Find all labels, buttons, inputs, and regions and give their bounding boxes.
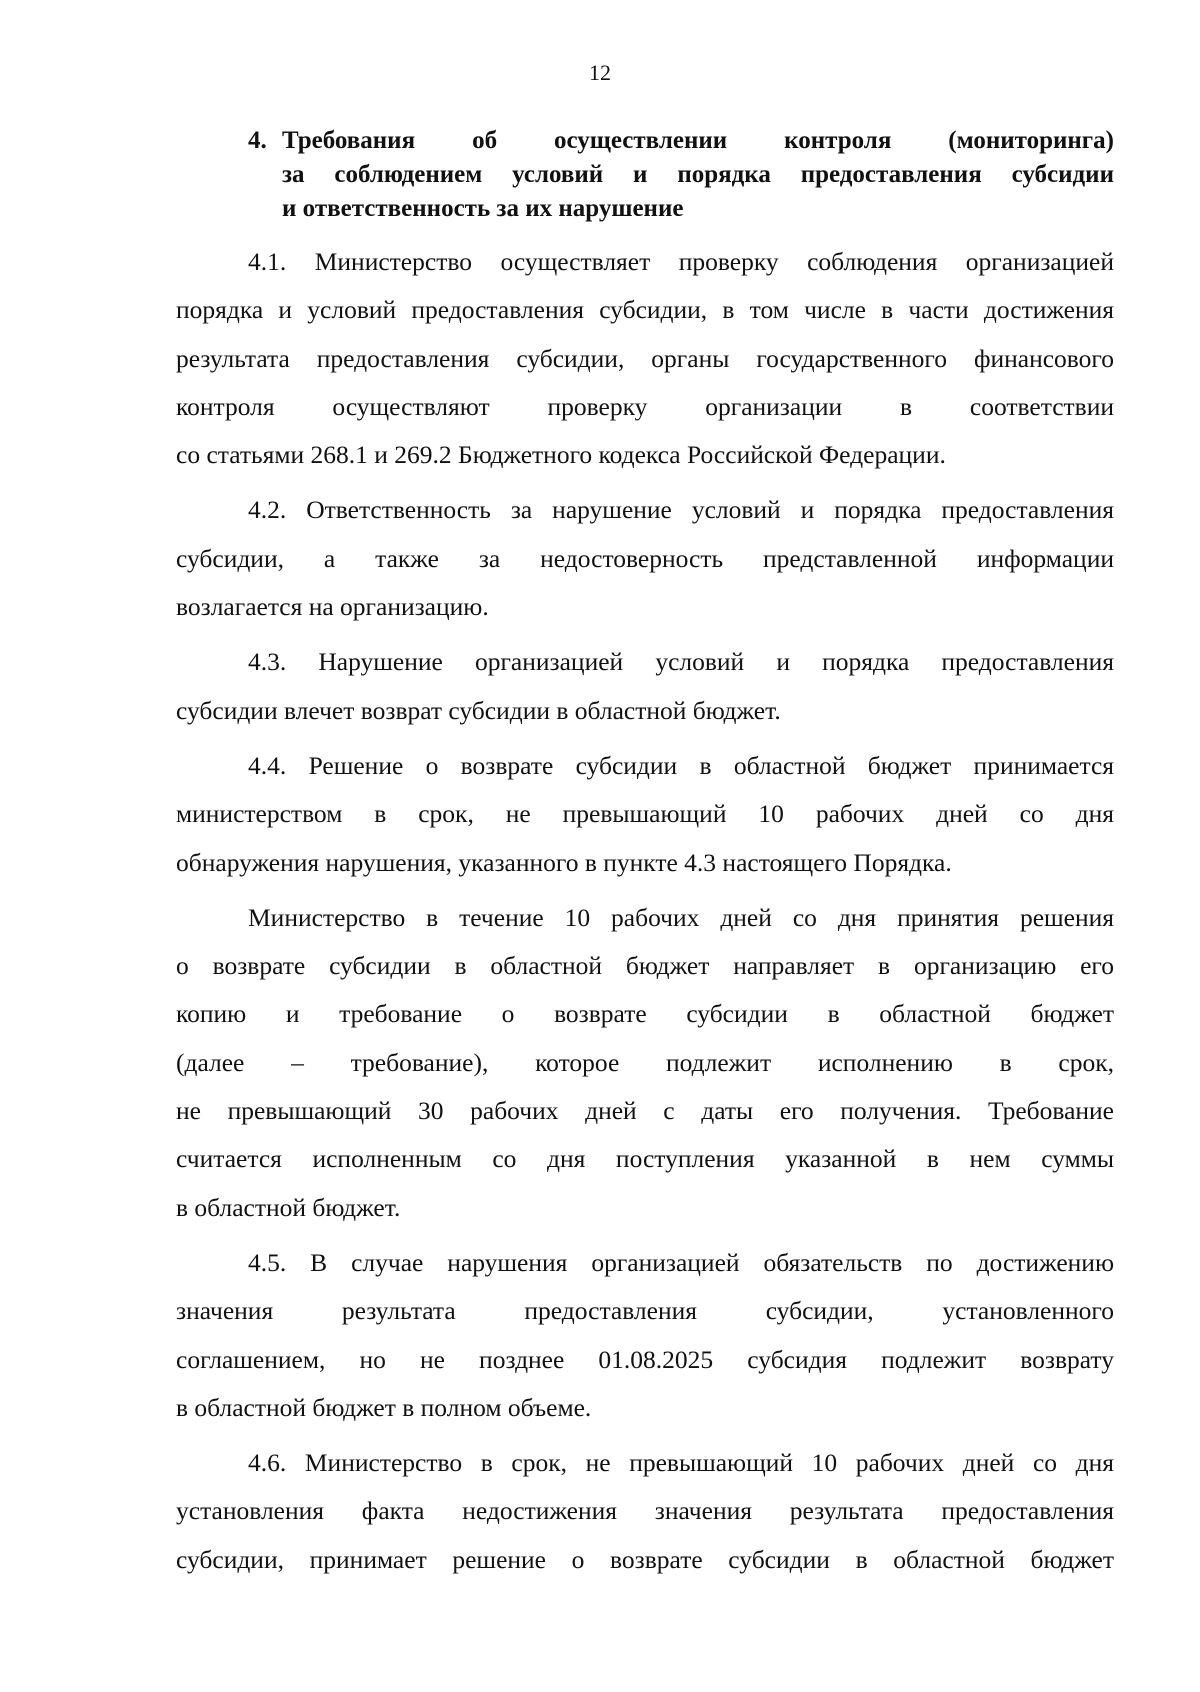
paragraph-line: 4.6. Министерство в срок, не превышающий 10 рабочих дней со дня (248, 1448, 1114, 1478)
paragraph-line: о возврате субсидии в областной бюджет направляет в организацию его (176, 951, 1114, 981)
section-title (282, 124, 1114, 226)
paragraph (176, 1445, 1114, 1590)
paragraph (176, 900, 1114, 1238)
paragraph-line: соглашением, но не позднее 01.08.2025 субсидия подлежит возврату (176, 1344, 1114, 1374)
paragraph-line: установления факта недостижения значения результата предоставления (176, 1496, 1114, 1526)
paragraph (176, 244, 1114, 485)
paragraph-line: 4.4. Решение о возврате субсидии в областной бюджет принимается (248, 750, 1114, 780)
section-title-line: и ответственность за их нарушение (282, 195, 684, 222)
paragraph-line: субсидии влечет возврат субсидии в областной бюджет. (176, 695, 781, 725)
paragraph-line: субсидии, а также за недостоверность представленной информации (176, 543, 1114, 573)
paragraph-line: обнаружения нарушения, указанного в пункте 4.3 настоящего Порядка. (176, 847, 952, 877)
paragraph-line: не превышающий 30 рабочих дней с даты его получения. Требование (176, 1096, 1114, 1126)
paragraph-line: считается исполненным со дня поступления указанной в нем суммы (176, 1144, 1114, 1174)
paragraph-line: значения результата предоставления субсидии, установленного (176, 1296, 1114, 1326)
paragraph-line: 4.2. Ответственность за нарушение условий и порядка предоставления (248, 495, 1114, 525)
paragraph-line: Министерство в течение 10 рабочих дней со дня принятия решения (248, 902, 1114, 932)
section-heading (248, 124, 1114, 226)
section-title-line: Требования об осуществлении контроля (мониторинга) (282, 127, 1114, 154)
paragraph (176, 1245, 1114, 1438)
page-number: 12 (589, 60, 611, 85)
paragraph (176, 492, 1114, 637)
paragraph (176, 748, 1114, 893)
paragraph-line: 4.3. Нарушение организацией условий и порядка предоставления (248, 647, 1114, 677)
paragraph-line: порядка и условий предоставления субсидии, в том числе в части достижения (176, 295, 1114, 325)
paragraph-line: копию и требование о возврате субсидии в областной бюджет (176, 999, 1114, 1029)
document-body (176, 244, 1114, 1597)
section-number: 4. (248, 127, 267, 154)
paragraph-line: субсидии, принимает решение о возврате субсидии в областной бюджет (176, 1544, 1114, 1574)
paragraph-line: 4.1. Министерство осуществляет проверку соблюдения организацией (248, 247, 1114, 276)
paragraph (176, 644, 1114, 741)
paragraph-line: в областной бюджет. (176, 1192, 401, 1222)
paragraph-line: возлагается на организацию. (176, 592, 489, 622)
paragraph-line: контроля осуществляют проверку организации в соответствии (176, 391, 1114, 421)
section-title-line: за соблюдением условий и порядка предоставления субсидии (282, 161, 1114, 188)
paragraph-line: в областной бюджет в полном объеме. (176, 1392, 592, 1422)
paragraph-line: 4.5. В случае нарушения организацией обязательств по достижению (248, 1247, 1114, 1277)
paragraph-line: со статьями 268.1 и 269.2 Бюджетного кодекса Российской Федерации. (176, 440, 946, 470)
paragraph-line: министерством в срок, не превышающий 10 рабочих дней со дня (176, 799, 1114, 829)
paragraph-line: (далее – требование), которое подлежит исполнению в срок, (176, 1047, 1114, 1077)
paragraph-line: результата предоставления субсидии, органы государственного финансового (176, 343, 1114, 373)
